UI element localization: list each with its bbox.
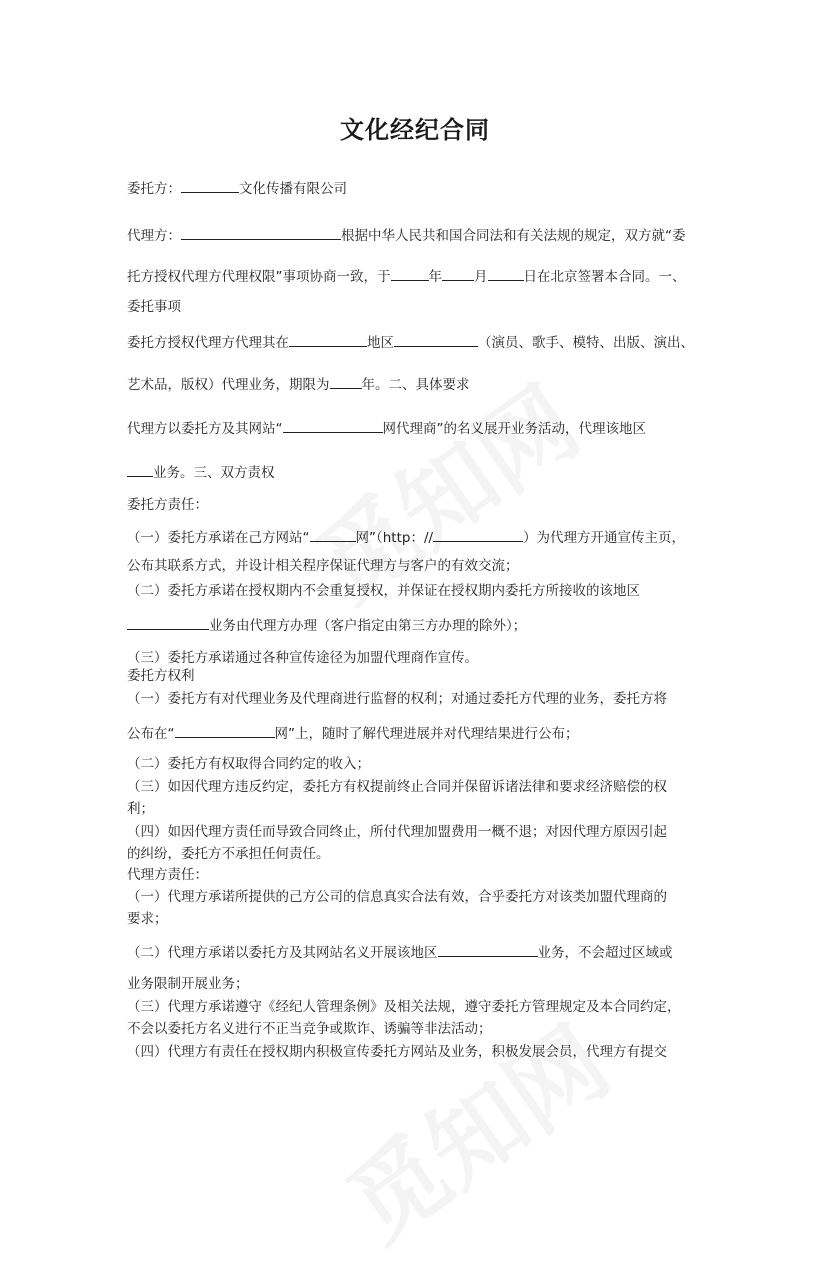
date-line	[127, 266, 717, 287]
term-line	[127, 374, 717, 395]
client-right-2: （二）委托方有权取得合同约定的收入；	[127, 756, 370, 772]
duty-1-text: （一）委托方承诺在己方网站“	[127, 530, 310, 546]
agent-duty-2-suffix: 业务，不会超过区域或	[537, 945, 673, 961]
date-text: 托方授权代理方代理权限”事项协商一致，于	[127, 269, 391, 285]
client-duty-2-cont	[127, 615, 717, 636]
client-right-3: （三）如因代理方违反约定，委托方有权提前终止合同并保留诉诸法律和要求经济赔偿的权	[127, 779, 667, 795]
agent-intro-text: 根据中华人民共和国合同法和有关法规的规定，双方就“委	[341, 228, 686, 244]
month-blank	[442, 266, 474, 281]
month-label: 月	[474, 269, 488, 285]
term-text: 艺术品，版权）代理业务，期限为	[127, 377, 330, 393]
client-duty-1	[127, 527, 717, 548]
day-blank	[488, 266, 524, 281]
duty-2-text: 业务由代理方办理（客户指定由第三方办理的除外）；	[209, 618, 527, 634]
agent-duty-3-cont: 不会以委托方名义进行不正当竞争或欺诈、诱骗等非法活动；	[127, 1021, 492, 1037]
website-line	[127, 418, 717, 439]
client-duty-heading: 委托方责任：	[127, 497, 208, 513]
client-duty-2: （二）委托方承诺在授权期内不会重复授权，并保证在授权期内委托方所接收的该地区	[127, 583, 640, 599]
business-text: 业务。三、双方责权	[153, 465, 275, 481]
section-heading: 委托事项	[127, 299, 181, 315]
client-right-3-cont: 利；	[127, 801, 154, 817]
agent-duty-4: （四）代理方有责任在授权期内积极宣传委托方网站及业务，积极发展会员，代理方有提交	[127, 1044, 667, 1060]
region-text: 委托方授权代理方代理其在	[127, 335, 289, 351]
client-right-4: （四）如因代理方责任而导致合同终止，所付代理加盟费用一概不退；对因代理方原因引起	[127, 824, 667, 840]
duty-1-url-prefix: 网”（http：//	[355, 530, 434, 546]
publish-text: 公布在“	[127, 726, 175, 742]
site-name-blank	[310, 527, 356, 542]
client-label: 委托方：	[127, 181, 181, 197]
client-right-4-cont: 的纠纷，委托方不承担任何责任。	[127, 846, 330, 862]
website-text: 代理方以委托方及其网站“	[127, 421, 283, 437]
business-blank	[127, 462, 153, 477]
agent-duty-2	[127, 942, 717, 963]
client-right-1-cont	[127, 723, 717, 744]
category-text: （演员、歌手、模特、出版、演出、	[478, 335, 694, 351]
website-blank	[283, 418, 383, 433]
agent-duty-heading: 代理方责任：	[127, 867, 208, 883]
client-right-1: （一）委托方有对代理业务及代理商进行监督的权利；对通过委托方代理的业务，委托方将	[127, 691, 667, 707]
client-rights-heading: 委托方权利	[127, 668, 195, 684]
agent-duty-2-text: （二）代理方承诺以委托方及其网站名义开展该地区	[127, 945, 438, 961]
agent-duty-1: （一）代理方承诺所提供的己方公司的信息真实合法有效，合乎委托方对该类加盟代理商的	[127, 889, 667, 905]
agent-duty-1-cont: 要求；	[127, 911, 168, 927]
publish-site-blank	[175, 723, 275, 738]
agent-region-blank	[438, 942, 538, 957]
agent-name-blank	[181, 225, 341, 240]
document-title: 文化经纪合同	[340, 116, 490, 144]
agent-label: 代理方：	[127, 228, 181, 244]
day-label: 日在北京签署本合同。一、	[523, 269, 686, 285]
publish-suffix: 网”上，随时了解代理进展并对代理结果进行公布；	[274, 726, 579, 742]
region-blank	[289, 332, 367, 347]
duty-1-suffix: ）为代理方开通宣传主页，	[523, 530, 686, 546]
year-blank	[391, 266, 429, 281]
client-name-blank	[181, 178, 239, 193]
website-suffix: 网代理商”的名义展开业务活动，代理该地区	[382, 421, 646, 437]
year-label: 年	[428, 269, 442, 285]
region-business-blank	[127, 615, 209, 630]
agent-duty-2-cont: 业务限制开展业务；	[127, 976, 249, 992]
region-line	[127, 332, 717, 353]
client-line	[127, 178, 717, 199]
term-blank	[330, 374, 362, 389]
url-blank	[433, 527, 523, 542]
client-company: 文化传播有限公司	[239, 181, 347, 197]
business-line	[127, 462, 717, 483]
client-duty-1-cont: 公布其联系方式，并设计相关程序保证代理方与客户的有效交流；	[127, 558, 519, 574]
region-label: 地区	[367, 335, 394, 351]
client-duty-3: （三）委托方承诺通过各种宣传途径为加盟代理商作宣传。	[127, 650, 478, 666]
category-blank	[394, 332, 478, 347]
agent-line	[127, 225, 717, 246]
agent-duty-3: （三）代理方承诺遵守《经纪人管理条例》及相关法规，遵守委托方管理规定及本合同约定，	[127, 999, 681, 1015]
term-suffix: 年。二、具体要求	[361, 377, 470, 393]
